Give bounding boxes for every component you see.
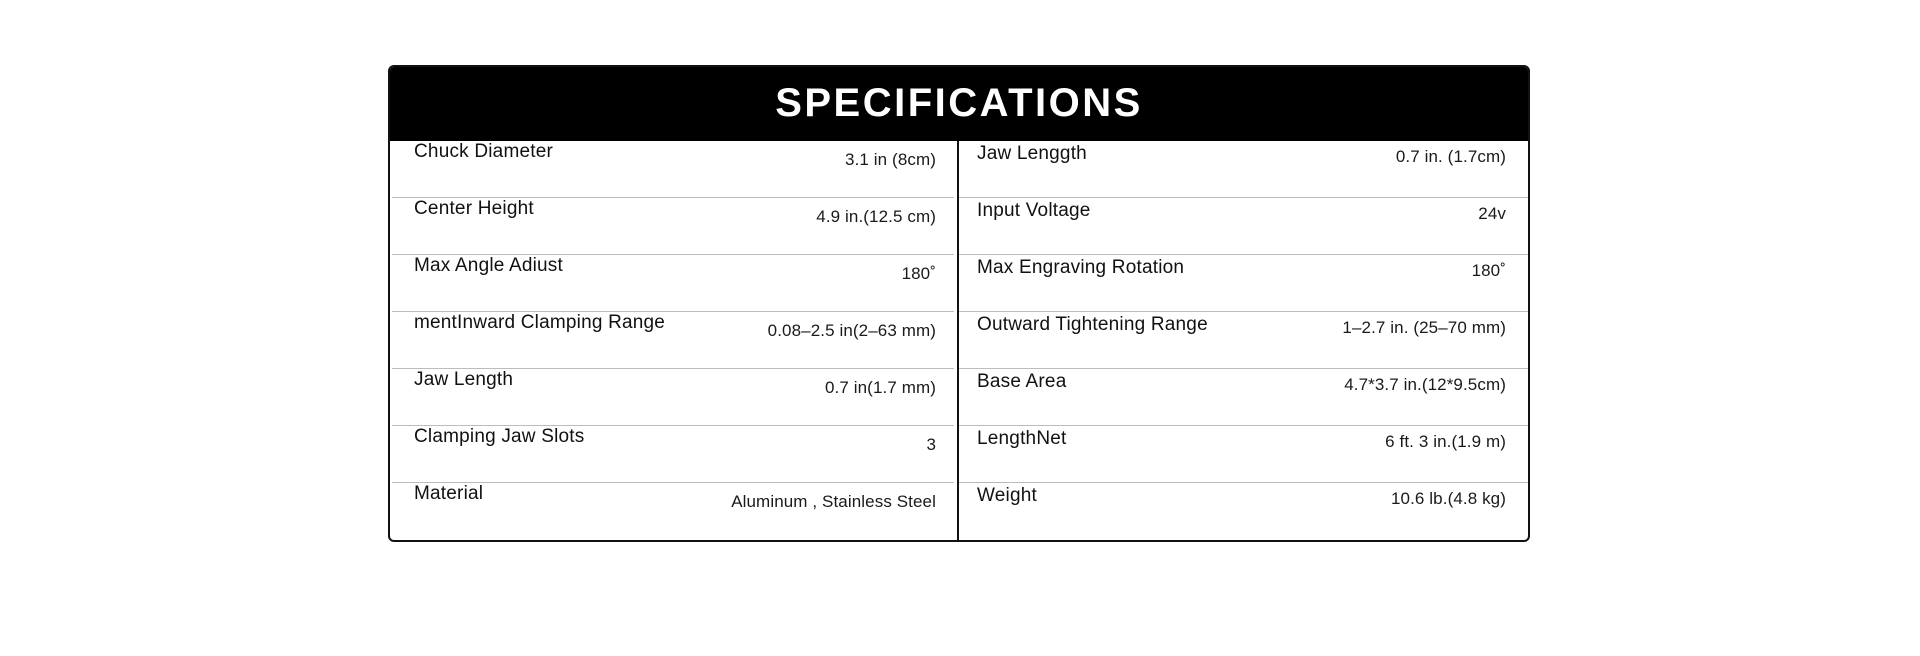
spec-label: Center Height xyxy=(414,198,534,219)
spec-label: Material xyxy=(414,483,484,504)
spec-value: 3 xyxy=(926,435,936,454)
table-row xyxy=(392,255,954,312)
table-row xyxy=(392,483,954,540)
page-title: SPECIFICATIONS xyxy=(775,81,1143,125)
spec-value: 180˚ xyxy=(1471,261,1506,280)
spec-value: Aluminum , Stainless Steel xyxy=(731,492,936,511)
spec-value: 6 ft. 3 in.(1.9 m) xyxy=(1385,432,1506,451)
spec-label: Chuck Diameter xyxy=(414,141,554,162)
spec-value: 24v xyxy=(1478,204,1506,223)
spec-label: Weight xyxy=(977,485,1037,506)
table-row xyxy=(959,483,1528,540)
spec-label: Outward Tightening Range xyxy=(977,314,1208,335)
spec-value: 0.08–2.5 in(2–63 mm) xyxy=(767,321,936,340)
specifications-left-column xyxy=(390,141,959,540)
spec-label: Jaw Length xyxy=(414,369,514,390)
spec-value: 3.1 in (8cm) xyxy=(845,150,936,169)
spec-label: Max Engraving Rotation xyxy=(977,257,1185,278)
spec-label: Max Angle Adiust xyxy=(414,255,563,276)
spec-value: 10.6 lb.(4.8 kg) xyxy=(1391,489,1506,508)
spec-label: Input Voltage xyxy=(977,200,1091,221)
spec-value: 0.7 in. (1.7cm) xyxy=(1395,147,1506,166)
spec-value: 0.7 in(1.7 mm) xyxy=(825,378,936,397)
table-row xyxy=(959,369,1528,426)
spec-value: 180˚ xyxy=(901,264,936,283)
spec-value: 4.7*3.7 in.(12*9.5cm) xyxy=(1344,375,1506,394)
table-row xyxy=(392,141,954,198)
table-row xyxy=(392,369,954,426)
specifications-table xyxy=(390,141,1528,540)
table-row xyxy=(959,312,1528,369)
table-row xyxy=(392,426,954,483)
spec-label: Clamping Jaw Slots xyxy=(414,426,585,447)
specifications-card xyxy=(388,65,1530,542)
specifications-header xyxy=(390,67,1528,141)
spec-label: Base Area xyxy=(977,371,1067,392)
spec-label: LengthNet xyxy=(977,428,1067,449)
table-row xyxy=(959,426,1528,483)
table-row xyxy=(392,198,954,255)
specifications-right-column xyxy=(959,141,1528,540)
table-row xyxy=(392,312,954,369)
spec-value: 4.9 in.(12.5 cm) xyxy=(816,207,936,226)
table-row xyxy=(959,255,1528,312)
spec-label: mentInward Clamping Range xyxy=(414,312,666,333)
table-row xyxy=(959,198,1528,255)
spec-value: 1–2.7 in. (25–70 mm) xyxy=(1342,318,1506,337)
table-row xyxy=(959,141,1528,198)
spec-label: Jaw Lenggth xyxy=(977,143,1087,164)
